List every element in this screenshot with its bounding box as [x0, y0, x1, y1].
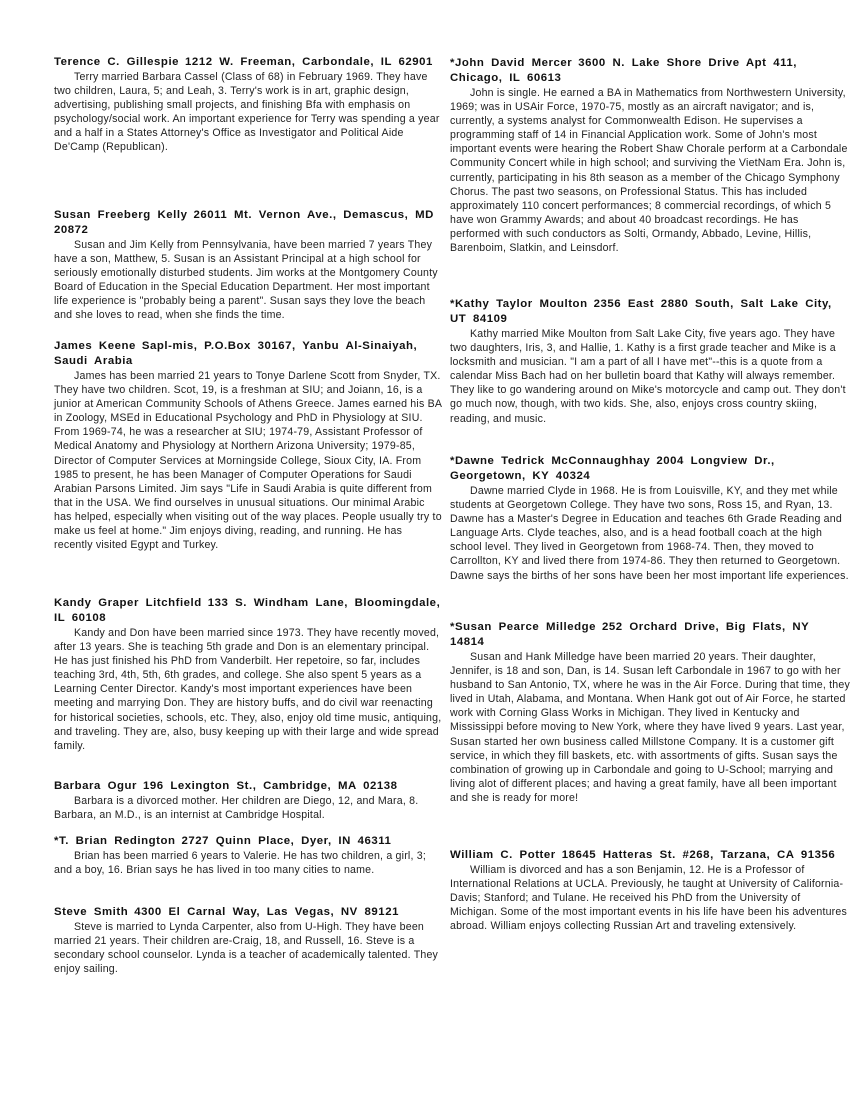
person-name: Kandy Graper Litchfield	[54, 597, 202, 609]
bio-entry	[54, 596, 442, 753]
bio-entry	[54, 55, 442, 155]
person-name: Terence C. Gillespie	[54, 56, 180, 68]
address: 2004 Longview Dr., Georgetown, KY 40324	[450, 455, 775, 482]
person-name: *Dawne Tedrick McConnaughhay	[450, 455, 651, 467]
entry-heading	[54, 834, 442, 849]
bio-text: Terry married Barbara Cassel (Class of 68) in February 1969. They have two children, Laura, 5; and Leah, 3. Terry's work is in art, graphic design, advertising, publishing small projects, and finishing Bfa with emphasis on psychology/social work. An important experience for Terry was spending a year and a half in a States Attorney's Office as Investigator and Political Aide De'Camp (Republican).	[54, 71, 440, 154]
address: 4300 El Carnal Way, Las Vegas, NV 89121	[134, 906, 399, 918]
bio-text: John is single. He earned a BA in Mathematics from Northwestern University, 1969; was in USAir Force, 1970-75, mostly as an aircraft navigator; and is, currently, a systems analyst for Commonwealth Edison. He supervises a programming staff of 14 in Financial Application work. Some of John's most important events were hearing the Robert Shaw Chorale perform at a Carbondale Community Concert while in high school; and surviving the VietNam Era. John is, currently, participating in his 8th season as a member of the Chicago Symphony Chorus. The past two seasons, on Professional Status. This has included approximately 110 concert performances; 8 commercial recordings, of which 5 have won Grammy Awards; and about 40 broadcast recordings. He has performed with such conductors as Solti, Ormandy, Abbado, Levine, Hillis, Barenboim, Slatkin, and Leinsdorf.	[450, 87, 848, 255]
bio-entry	[54, 779, 442, 822]
bio-entry	[54, 208, 442, 323]
address: Sapl-mis, P.O.Box 30167, Yanbu Al-Sinaiyah, Saudi Arabia	[54, 340, 418, 367]
address: 2356 East 2880 South, Salt Lake City, UT 84109	[450, 298, 832, 325]
address: 26011 Mt. Vernon Ave., Demascus, MD 20872	[54, 209, 434, 236]
bio-text: Kathy married Mike Moulton from Salt Lake City, five years ago. They have two daughters, Iris, 3, and Hallie, 1. Kathy is a first grade teacher and Mike is a locksmith and musician. "I am a part of all I have met"--this is a quote from a calendar Miss Bach had on her bulletin board that Kathy will always remember. They like to go wandering around on Mike's motorcycle and camp out. They don't go much now, though, with two kids. She, also, enjoys cross country skiing, reading, and music.	[450, 328, 846, 425]
address: 196 Lexington St., Cambridge, MA 02138	[143, 780, 398, 792]
bio-text: Brian has been married 6 years to Valerie. He has two children, a girl, 3; and a boy, 16. Brian says he has lived in too many cities to name.	[54, 850, 427, 877]
bio-text: Susan and Jim Kelly from Pennsylvania, have been married 7 years They have a son, Matthew, 5. Susan is an Assistant Principal at a high school for seriously emotionally disturbed students. Jim works at the Montgomery County Board of Education in the Special Education Department. Her most important life experience is "probably being a parent". Susan says they love the beach and she loves to read, when she finds the time.	[54, 239, 438, 322]
bio-text: Barbara is a divorced mother. Her children are Diego, 12, and Mara, 8. Barbara, an M.D., is an internist at Cambridge Hospital.	[54, 795, 419, 822]
person-name: *Susan Pearce Milledge	[450, 621, 596, 633]
person-name: William C. Potter	[450, 849, 556, 861]
address: 1212 W. Freeman, Carbondale, IL 62901	[185, 56, 433, 68]
bio-entry	[450, 454, 850, 583]
person-name: Barbara Ogur	[54, 780, 138, 792]
bio-entry	[54, 339, 442, 552]
bio-text: Kandy and Don have been married since 1973. They have recently moved, after 13 years. She is teaching 5th grade and Don is an elementary principal. He has just finished his PhD from Vanderbilt. Her repetoire, so far, includes teaching 3rd, 4th, 5th, 6th grades, and college. She also spent 5 years as a Learning Center Director. Kandy's most important experiences have been meeting and marrying Don. They are history buffs, and do civil war reenacting for historical societies, schools, etc. They, also, enjoy old time music, antiquing, and traveling. They are, also, busy keeping up with their large and wide spread family.	[54, 627, 442, 752]
entry-heading	[450, 56, 850, 86]
entry-heading	[54, 208, 442, 238]
entry-heading	[54, 596, 442, 626]
address: 2727 Quinn Place, Dyer, IN 46311	[181, 835, 392, 847]
bio-entry	[450, 56, 850, 255]
entry-heading	[450, 848, 850, 863]
address: 3600 N. Lake Shore Drive Apt 411, Chicago, IL 60613	[450, 57, 797, 84]
address: 18645 Hatteras St. #268, Tarzana, CA 91356	[561, 849, 836, 861]
bio-entry	[54, 834, 442, 877]
entry-heading	[54, 779, 442, 794]
bio-entry	[450, 297, 850, 426]
person-name: Steve Smith	[54, 906, 129, 918]
entry-heading	[54, 55, 442, 70]
entry-heading	[450, 620, 850, 650]
person-name: Susan Freeberg Kelly	[54, 209, 188, 221]
bio-text: Steve is married to Lynda Carpenter, also from U-High. They have been married 21 years. Their children are-Craig, 18, and Russell, 16. Steve is a secondary school counselor. Lynda is a teacher of academically talented. They enjoy sailing.	[54, 921, 439, 976]
bio-text: William is divorced and has a son Benjamin, 12. He is a Professor of International Relations at UCLA. Previously, he taught at University of California-Davis; Stanford; and Tulane. He received his PhD from the University of Michigan. Some of the most important events in his life have been his adventures abroad. William enjoys collecting Russian Art and traveling extensively.	[450, 864, 847, 933]
entry-heading	[450, 297, 850, 327]
bio-entry	[450, 620, 850, 805]
bio-entry	[54, 905, 442, 976]
person-name: *Kathy Taylor Moulton	[450, 298, 588, 310]
person-name: James Keene	[54, 340, 136, 352]
entry-heading	[54, 339, 442, 369]
entry-heading	[54, 905, 442, 920]
person-name: *T. Brian Redington	[54, 835, 176, 847]
person-name: *John David Mercer	[450, 57, 573, 69]
bio-text: Susan and Hank Milledge have been married 20 years. Their daughter, Jennifer, is 18 and son, Dan, is 14. Susan left Carbondale in 1967 to go with her husband to San Antonio, TX, where he was in the Air Force. During that time, they lived in Utah, Alabama, and Montana. When Hank got out of Air Force, he started work with Corning Glass Works in Michigan. They lived in Kentucky and Mississippi before moving to New York, where they have lived 9 years. Last year, Susan started her own business called Millstone Company. It is a customer gift service, in which they fill baskets, etc. with assortments of gifts. Susan says the combination of growing up in Carbondale and going to U-School; marrying and living alot of different places; and having a great family, have all been important and she is ready for more!	[450, 651, 850, 804]
address: 133 S. Windham Lane, Bloomingdale, IL 60108	[54, 597, 441, 624]
bio-text: James has been married 21 years to Tonye Darlene Scott from Snyder, TX. They have two children. Scot, 19, is a freshman at SIU; and Joiann, 16, is a junior at American Community Schools of Athens Greece. James earned his BA in Zoology, MSEd in Educational Psychology and PhD in Physiology at SIU. From 1969-74, he was a researcher at SIU; 1974-79, Assistant Professor of Medical Anatomy and Physiology at Northern Arizona University; 1979-85, Director of Computer Services at Morningside College, Sioux City, IA. From 1985 to present, he has been Manager of Computer Operations for Saudi Arabian Parsons Limited. Jim says "Life in Saudi Arabia is quite different from that in the USA. We find ourselves in unusual situations. Our minimal Arabic has helped, especially when visiting out of the way places. People usually try to make us feel at home." Jim enjoys diving, reading, and running. He has recently visited Egypt and Turkey.	[54, 370, 442, 552]
address: 252 Orchard Drive, Big Flats, NY 14814	[450, 621, 810, 648]
entry-heading	[450, 454, 850, 484]
bio-text: Dawne married Clyde in 1968. He is from Louisville, KY, and they met while students at Georgetown College. They have two sons, Ross 15, and Ryan, 13. Dawne has a Master's Degree in Education and teaches 6th Grade Reading and Language Arts. Clyde teaches, also, and is a head football coach at the high school level. They lived in Georgetown from 1968-74. Then, they moved to Carrollton, KY and lived there from 1974-86. They then returned to Georgetown. Dawne says the births of her sons have been her most important life experiences.	[450, 485, 849, 582]
bio-entry	[450, 848, 850, 933]
